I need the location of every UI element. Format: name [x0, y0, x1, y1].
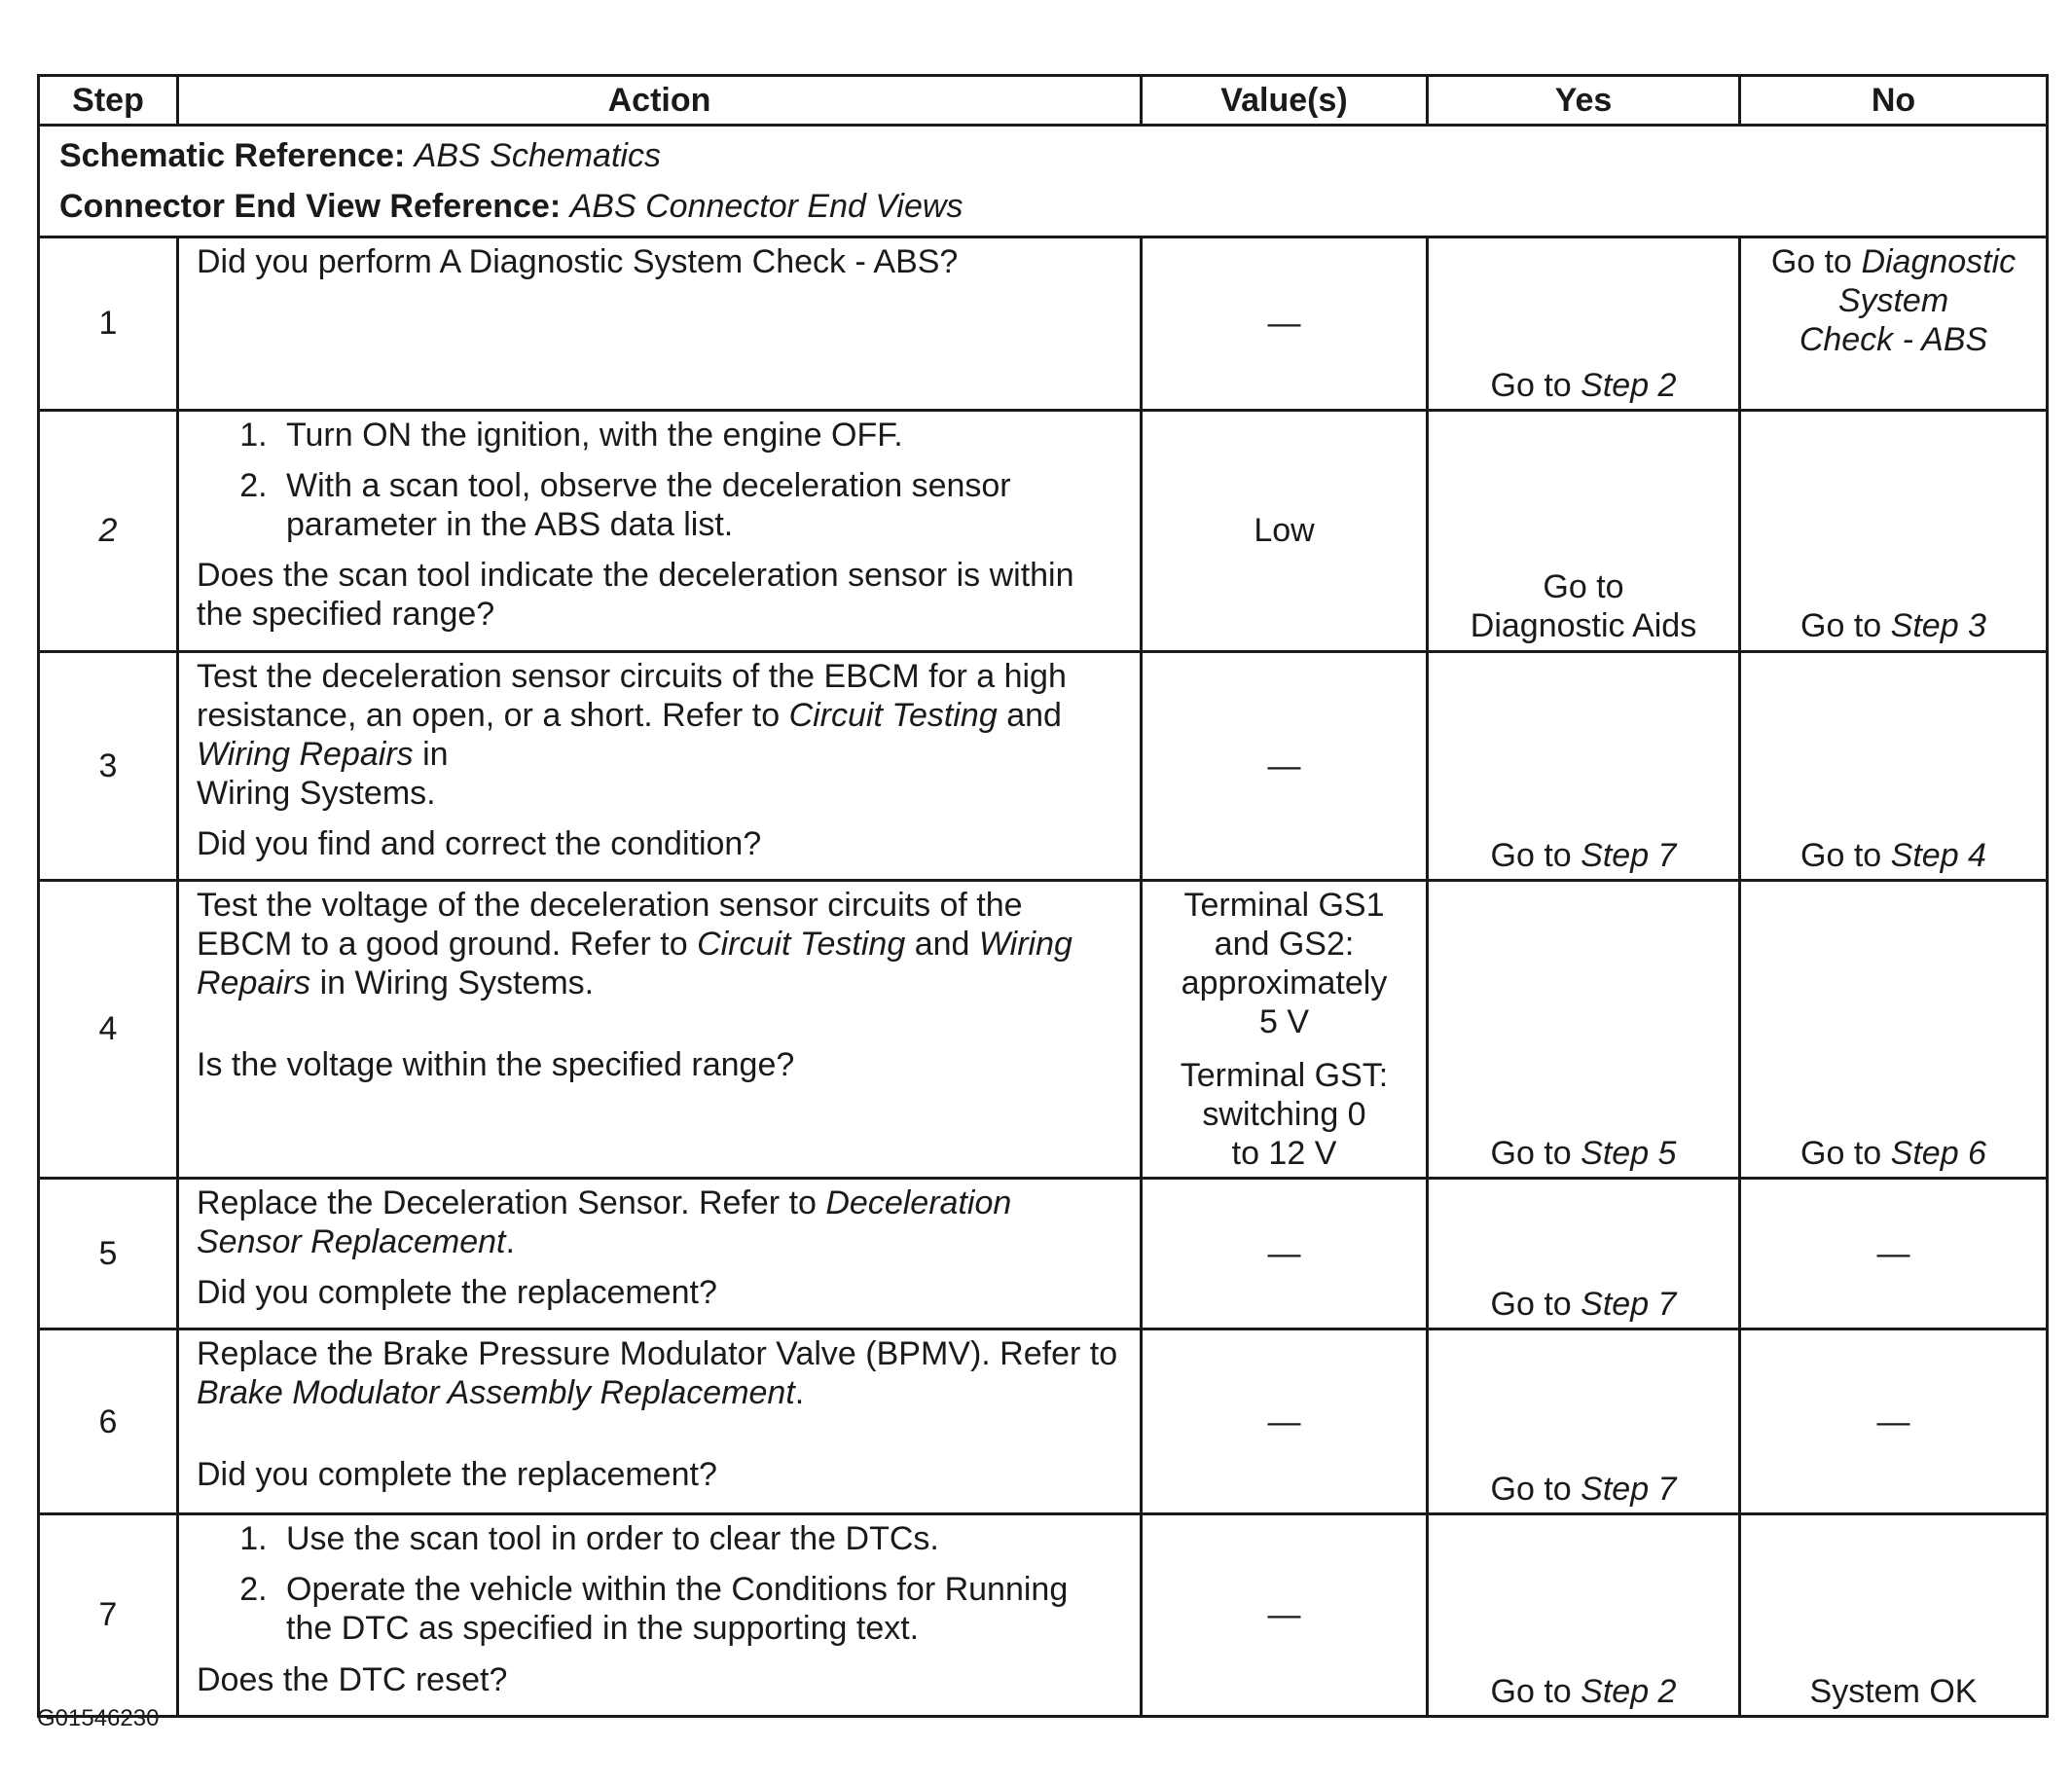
action-text-part: Wiring Systems.: [197, 774, 436, 812]
table-row: [39, 1329, 2048, 1514]
value-cell: [1142, 881, 1428, 1179]
action-text-part: in Wiring Systems.: [319, 965, 595, 1002]
action-text-part: Replace the Deceleration Sensor. Refer to: [197, 1183, 817, 1221]
action-question: Did you find and correct the condition?: [197, 824, 762, 862]
no-cell: System OK: [1740, 1514, 2048, 1716]
header-values: Value(s): [1142, 76, 1428, 126]
no-link-part-3[interactable]: Check - ABS: [1799, 321, 1988, 359]
value-block-gst: [1160, 1056, 1408, 1173]
yes-cell: [1428, 237, 1740, 411]
action-question: Did you complete the replacement?: [197, 1456, 717, 1494]
value-line: Terminal GST:: [1180, 1056, 1389, 1094]
yes-prefix: Go to: [1490, 1471, 1572, 1509]
no-cell: —: [1740, 1178, 2048, 1329]
yes-step-link[interactable]: Step 7: [1581, 1286, 1677, 1324]
deceleration-sensor-replacement-link[interactable]: Deceleration Sensor Replacement: [197, 1183, 1012, 1260]
step-number: 6: [39, 1329, 178, 1514]
connector-reference-label: Connector End View Reference:: [59, 188, 562, 225]
schematic-reference-link[interactable]: ABS Schematics: [414, 137, 661, 174]
no-link-part-1[interactable]: Diagnostic: [1861, 243, 2017, 280]
header-step: Step: [39, 76, 178, 126]
action-list-item: 2. With a scan tool, observe the deceleration sensor parameter in the ABS data list.: [276, 466, 1122, 544]
no-step-link[interactable]: Step 6: [1890, 1134, 1986, 1172]
step-number: 7: [39, 1514, 178, 1716]
yes-step-link[interactable]: Step 2: [1581, 1672, 1677, 1710]
circuit-testing-link[interactable]: Circuit Testing: [788, 696, 998, 734]
yes-prefix: Go to: [1490, 1672, 1572, 1710]
action-question: Is the voltage within the specified range?: [197, 1046, 795, 1084]
action-cell: [178, 237, 1142, 411]
yes-step-link[interactable]: Step 5: [1581, 1134, 1677, 1172]
value-cell: —: [1142, 1178, 1428, 1329]
header-row: [39, 76, 2048, 126]
yes-prefix: Go to: [1490, 836, 1572, 874]
value-cell: —: [1142, 1514, 1428, 1716]
action-list-item: 2. Operate the vehicle within the Conditions for Running the DTC as specified in the supporting text.: [276, 1570, 1122, 1648]
yes-cell: [1428, 651, 1740, 881]
action-text-part: and: [1006, 696, 1062, 734]
step-number: 3: [39, 651, 178, 881]
action-cell: [178, 651, 1142, 881]
no-prefix: Go to: [1770, 243, 1852, 280]
no-cell: [1740, 881, 2048, 1179]
step-number: 1: [39, 237, 178, 411]
table-row: [39, 237, 2048, 411]
action-text: Did you perform A Diagnostic System Check - ABS?: [197, 243, 959, 280]
yes-line-1: Go to: [1543, 568, 1624, 606]
no-cell: [1740, 237, 2048, 411]
connector-reference-link[interactable]: ABS Connector End Views: [569, 188, 963, 225]
action-cell: [178, 1178, 1142, 1329]
step-number: 2: [39, 411, 178, 652]
value-line: switching 0: [1202, 1095, 1366, 1133]
table-row: [39, 651, 2048, 881]
action-text-part: Test the voltage of the deceleration sensor circuits of the EBCM to a good ground. Refer to: [197, 887, 1023, 964]
yes-step-link[interactable]: Step 7: [1581, 1471, 1677, 1509]
table-row: [39, 411, 2048, 652]
action-question: Did you complete the replacement?: [197, 1274, 717, 1312]
yes-prefix: Go to: [1490, 1286, 1572, 1324]
action-question: Does the DTC reset?: [197, 1660, 508, 1698]
value-line: 5 V: [1258, 1003, 1310, 1041]
action-text: [197, 1334, 1122, 1412]
yes-step-link[interactable]: Step 7: [1581, 836, 1677, 874]
action-text-part: Replace the Brake Pressure Modulator Valve (BPMV). Refer to: [197, 1335, 1118, 1373]
value-cell: —: [1142, 651, 1428, 881]
yes-prefix: Go to: [1490, 1134, 1572, 1172]
value-cell: —: [1142, 1329, 1428, 1514]
action-text-part: in: [422, 735, 449, 773]
brake-modulator-replacement-link[interactable]: Brake Modulator Assembly Replacement: [197, 1374, 795, 1412]
diagnostic-table: [37, 74, 2049, 1718]
no-cell: [1740, 411, 2048, 652]
no-prefix: Go to: [1800, 607, 1882, 645]
action-list-item: 1. Use the scan tool in order to clear the DTCs.: [276, 1519, 1122, 1558]
value-line: Terminal GS1: [1183, 887, 1385, 925]
no-link-part-2[interactable]: System: [1837, 282, 1949, 320]
yes-cell: [1428, 881, 1740, 1179]
action-text-part: and: [914, 926, 970, 964]
yes-link[interactable]: Diagnostic Aids: [1470, 607, 1697, 645]
action-text: [197, 886, 1122, 1002]
action-list: [197, 1519, 1122, 1648]
value-cell: Low: [1142, 411, 1428, 652]
value-line: to 12 V: [1231, 1134, 1337, 1172]
yes-cell: [1428, 1514, 1740, 1716]
no-step-link[interactable]: Step 4: [1890, 836, 1986, 874]
yes-cell: [1428, 1329, 1740, 1514]
action-text-part: Test the deceleration sensor circuits of the EBCM for a high resistance, an open, or a short. Refer to: [197, 657, 1067, 734]
no-cell: [1740, 651, 2048, 881]
action-cell: [178, 411, 1142, 652]
header-action: Action: [178, 76, 1142, 126]
value-line: and GS2:: [1214, 926, 1355, 964]
no-cell: —: [1740, 1329, 2048, 1514]
yes-step-link[interactable]: Step 2: [1581, 366, 1677, 404]
figure-id: G01546230: [37, 1705, 160, 1731]
action-cell: [178, 1329, 1142, 1514]
action-text: [197, 1183, 1122, 1261]
reference-cell: [39, 126, 2048, 237]
yes-cell: [1428, 411, 1740, 652]
header-yes: Yes: [1428, 76, 1740, 126]
table-row: [39, 1178, 2048, 1329]
wiring-repairs-link[interactable]: Wiring Repairs: [197, 926, 1072, 1002]
no-prefix: Go to: [1800, 1134, 1882, 1172]
action-question: Does the scan tool indicate the deceleration sensor is within the specified range?: [197, 557, 1074, 634]
circuit-testing-link[interactable]: Circuit Testing: [697, 926, 906, 964]
action-text-part: .: [505, 1222, 515, 1260]
no-step-link[interactable]: Step 3: [1890, 607, 1986, 645]
reference-row: [39, 126, 2048, 237]
schematic-reference-label: Schematic Reference:: [59, 137, 406, 174]
value-dash: —: [1267, 305, 1301, 343]
yes-prefix: Go to: [1490, 366, 1572, 404]
step-number: 5: [39, 1178, 178, 1329]
table-row: [39, 1514, 2048, 1716]
action-cell: [178, 1514, 1142, 1716]
no-prefix: Go to: [1800, 836, 1882, 874]
value-block-gs1-gs2: [1160, 886, 1408, 1041]
action-list-item: 1. Turn ON the ignition, with the engine OFF.: [276, 416, 1122, 455]
schematic-reference: [57, 130, 2028, 181]
action-text-part: .: [794, 1374, 805, 1412]
step-number: 4: [39, 881, 178, 1179]
table-row: [39, 881, 2048, 1179]
action-text: [197, 657, 1122, 813]
wiring-repairs-link[interactable]: Wiring Repairs: [197, 735, 414, 773]
action-list: [197, 416, 1122, 544]
connector-reference: [57, 181, 2028, 232]
value-line: approximately: [1181, 965, 1388, 1002]
action-cell: [178, 881, 1142, 1179]
header-no: No: [1740, 76, 2048, 126]
value-cell: [1142, 237, 1428, 411]
yes-cell: [1428, 1178, 1740, 1329]
